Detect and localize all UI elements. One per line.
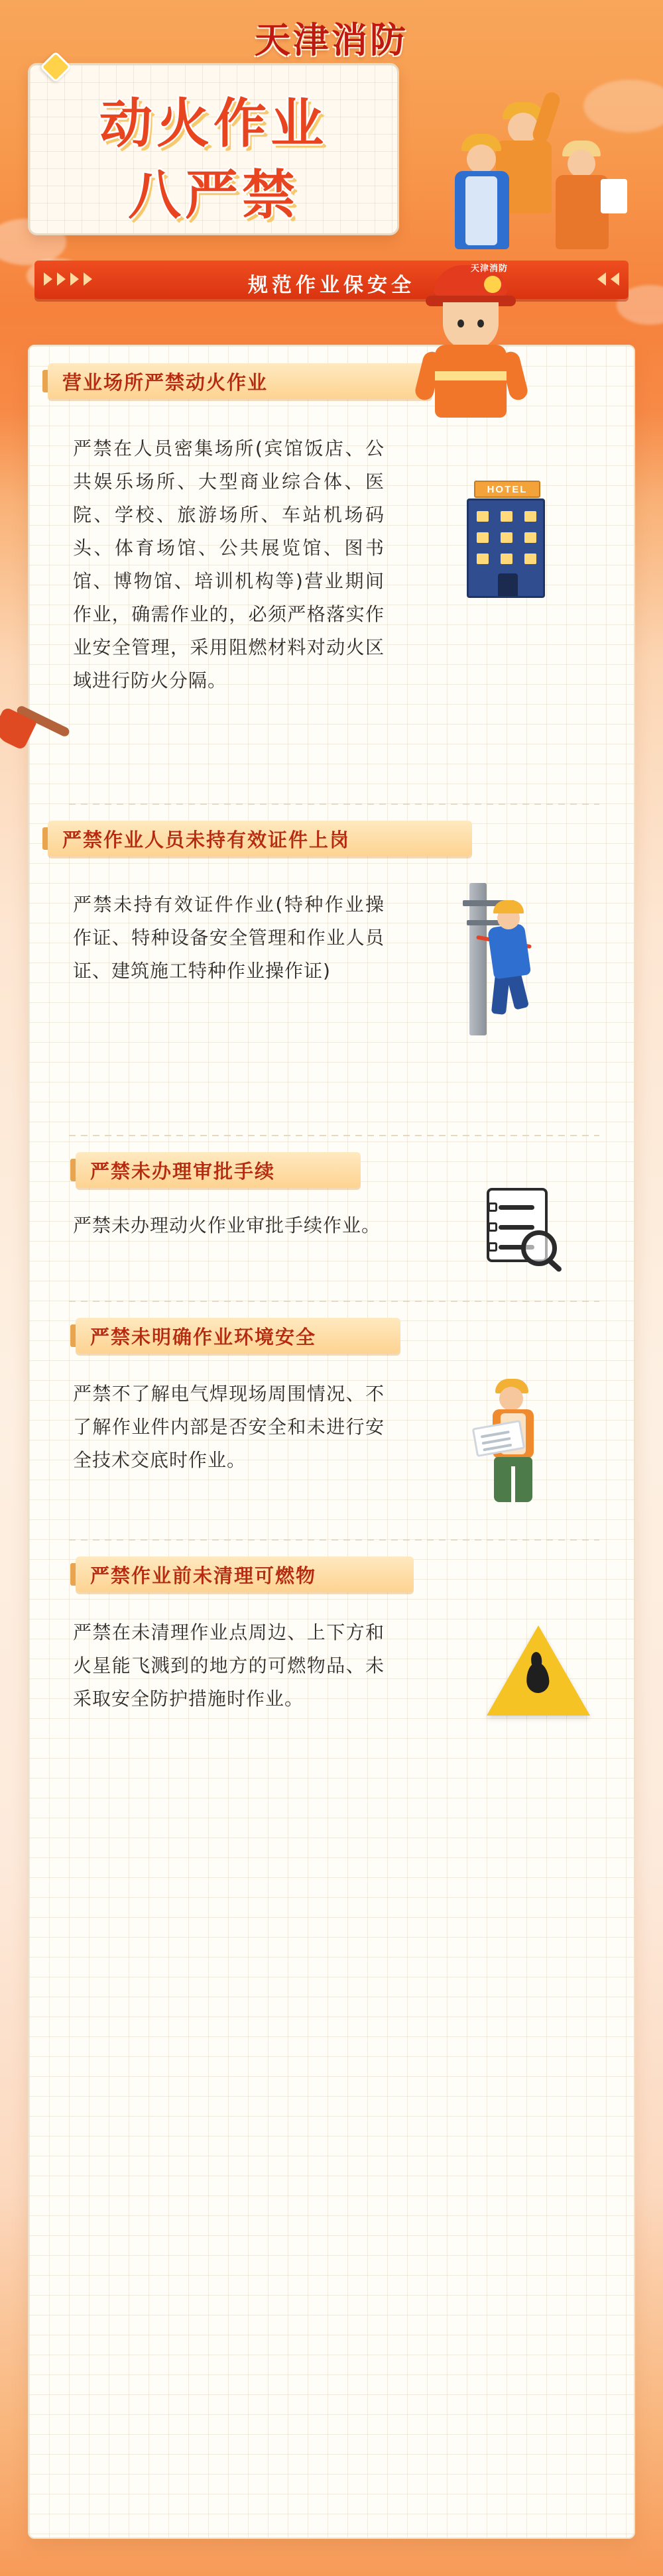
mascot-eye bbox=[477, 320, 484, 327]
utility-pole-worker-icon bbox=[453, 876, 586, 1042]
document-icon bbox=[601, 179, 627, 213]
section-heading-4 bbox=[76, 1318, 400, 1354]
content-paper bbox=[28, 345, 635, 2539]
mascot-reflective-stripe bbox=[435, 371, 507, 381]
ribbon-label: 规范作业保安全 bbox=[248, 274, 415, 297]
checkbox-icon bbox=[488, 1222, 497, 1232]
utility-pole bbox=[469, 883, 487, 1035]
engineer-leg-split bbox=[511, 1466, 515, 1502]
section-divider bbox=[69, 803, 599, 805]
helmet-badge-icon bbox=[484, 276, 501, 293]
section-body-3: 严禁未办理动火作业审批手续作业。 bbox=[73, 1214, 381, 1236]
flame-icon bbox=[525, 1662, 550, 1694]
section-heading-3 bbox=[76, 1152, 361, 1188]
person-head bbox=[568, 150, 595, 178]
hotel-building bbox=[467, 484, 545, 598]
section-heading-1 bbox=[48, 363, 432, 399]
mascot-eye bbox=[457, 320, 464, 327]
brand-header bbox=[0, 12, 663, 63]
page-title-line1: 动火作业 bbox=[99, 93, 328, 154]
fire-warning-triangle-icon bbox=[487, 1625, 590, 1716]
section-heading-2 bbox=[48, 821, 472, 856]
checklist-magnifier-icon bbox=[487, 1188, 548, 1262]
hotel-sign-label: HOTEL bbox=[474, 481, 540, 498]
section-heading-3-label: 严禁未办理审批手续 bbox=[90, 1159, 276, 1183]
ribbon-bar bbox=[34, 261, 629, 299]
section-heading-5 bbox=[76, 1556, 414, 1592]
hotel-building-icon bbox=[467, 484, 545, 598]
section-heading-1-label: 营业场所严禁动火作业 bbox=[62, 371, 269, 394]
section-divider bbox=[69, 1539, 599, 1541]
person-head bbox=[467, 145, 496, 174]
checkbox-icon bbox=[488, 1202, 497, 1212]
page-title-line2: 八严禁 bbox=[128, 164, 299, 226]
worker-body bbox=[487, 923, 531, 979]
mascot-face bbox=[443, 302, 499, 350]
section-body-2: 严禁未持有效证件作业(特种作业操作证、特种设备安全管理和作业人员证、建筑施工特种作业操作证) bbox=[73, 894, 385, 982]
checklist-clipboard bbox=[487, 1188, 548, 1262]
helmet-icon bbox=[434, 265, 508, 300]
hardhat-icon bbox=[493, 900, 524, 913]
subtitle-ribbon bbox=[0, 255, 663, 306]
firefighter-mascot-icon bbox=[411, 265, 530, 418]
section-heading-5-label: 严禁作业前未清理可燃物 bbox=[90, 1564, 317, 1587]
engineer-head bbox=[499, 1387, 523, 1411]
title-card bbox=[28, 63, 399, 235]
worker-leg bbox=[507, 972, 529, 1010]
person-shirt bbox=[465, 176, 497, 245]
section-divider bbox=[69, 1135, 599, 1136]
section-body-1: 严禁在人员密集场所(宾馆饭店、公共娱乐场所、大型商业综合体、医院、学校、旅游场所、车站机场码头、体育场馆、公共展览馆、图书馆、博物馆、培训机构等)营业期间作业，确需作业的，必须严格落实作业安全管理，采用阻燃材料对动火区域进行防火分隔。 bbox=[73, 438, 385, 691]
brand-name: 天津消防 bbox=[255, 19, 408, 61]
section-body-5: 严禁在未清理作业点周边、上下方和火星能飞溅到的地方的可燃物品、未采取安全防护措施时作业。 bbox=[73, 1621, 385, 1710]
people-illustration bbox=[439, 80, 658, 259]
checklist-line bbox=[499, 1225, 534, 1230]
magnifier-icon bbox=[521, 1230, 557, 1266]
warning-triangle bbox=[487, 1625, 590, 1716]
section-heading-2-label: 严禁作业人员未持有效证件上岗 bbox=[62, 828, 351, 851]
checklist-line bbox=[499, 1205, 534, 1210]
section-body-4: 严禁不了解电气焊现场周围情况、不了解作业件内部是否安全和未进行安全技术交底时作业。 bbox=[73, 1383, 385, 1471]
section-divider bbox=[69, 1301, 599, 1302]
warning-triangle-inner bbox=[497, 1640, 579, 1712]
section-heading-4-label: 严禁未明确作业环境安全 bbox=[90, 1325, 317, 1348]
mascot-body bbox=[435, 345, 507, 418]
engineer-blueprint-icon bbox=[470, 1367, 589, 1513]
checkbox-icon bbox=[488, 1242, 497, 1252]
hotel-door bbox=[498, 573, 518, 596]
mascot-badge-label: 天津消防 bbox=[471, 263, 509, 273]
